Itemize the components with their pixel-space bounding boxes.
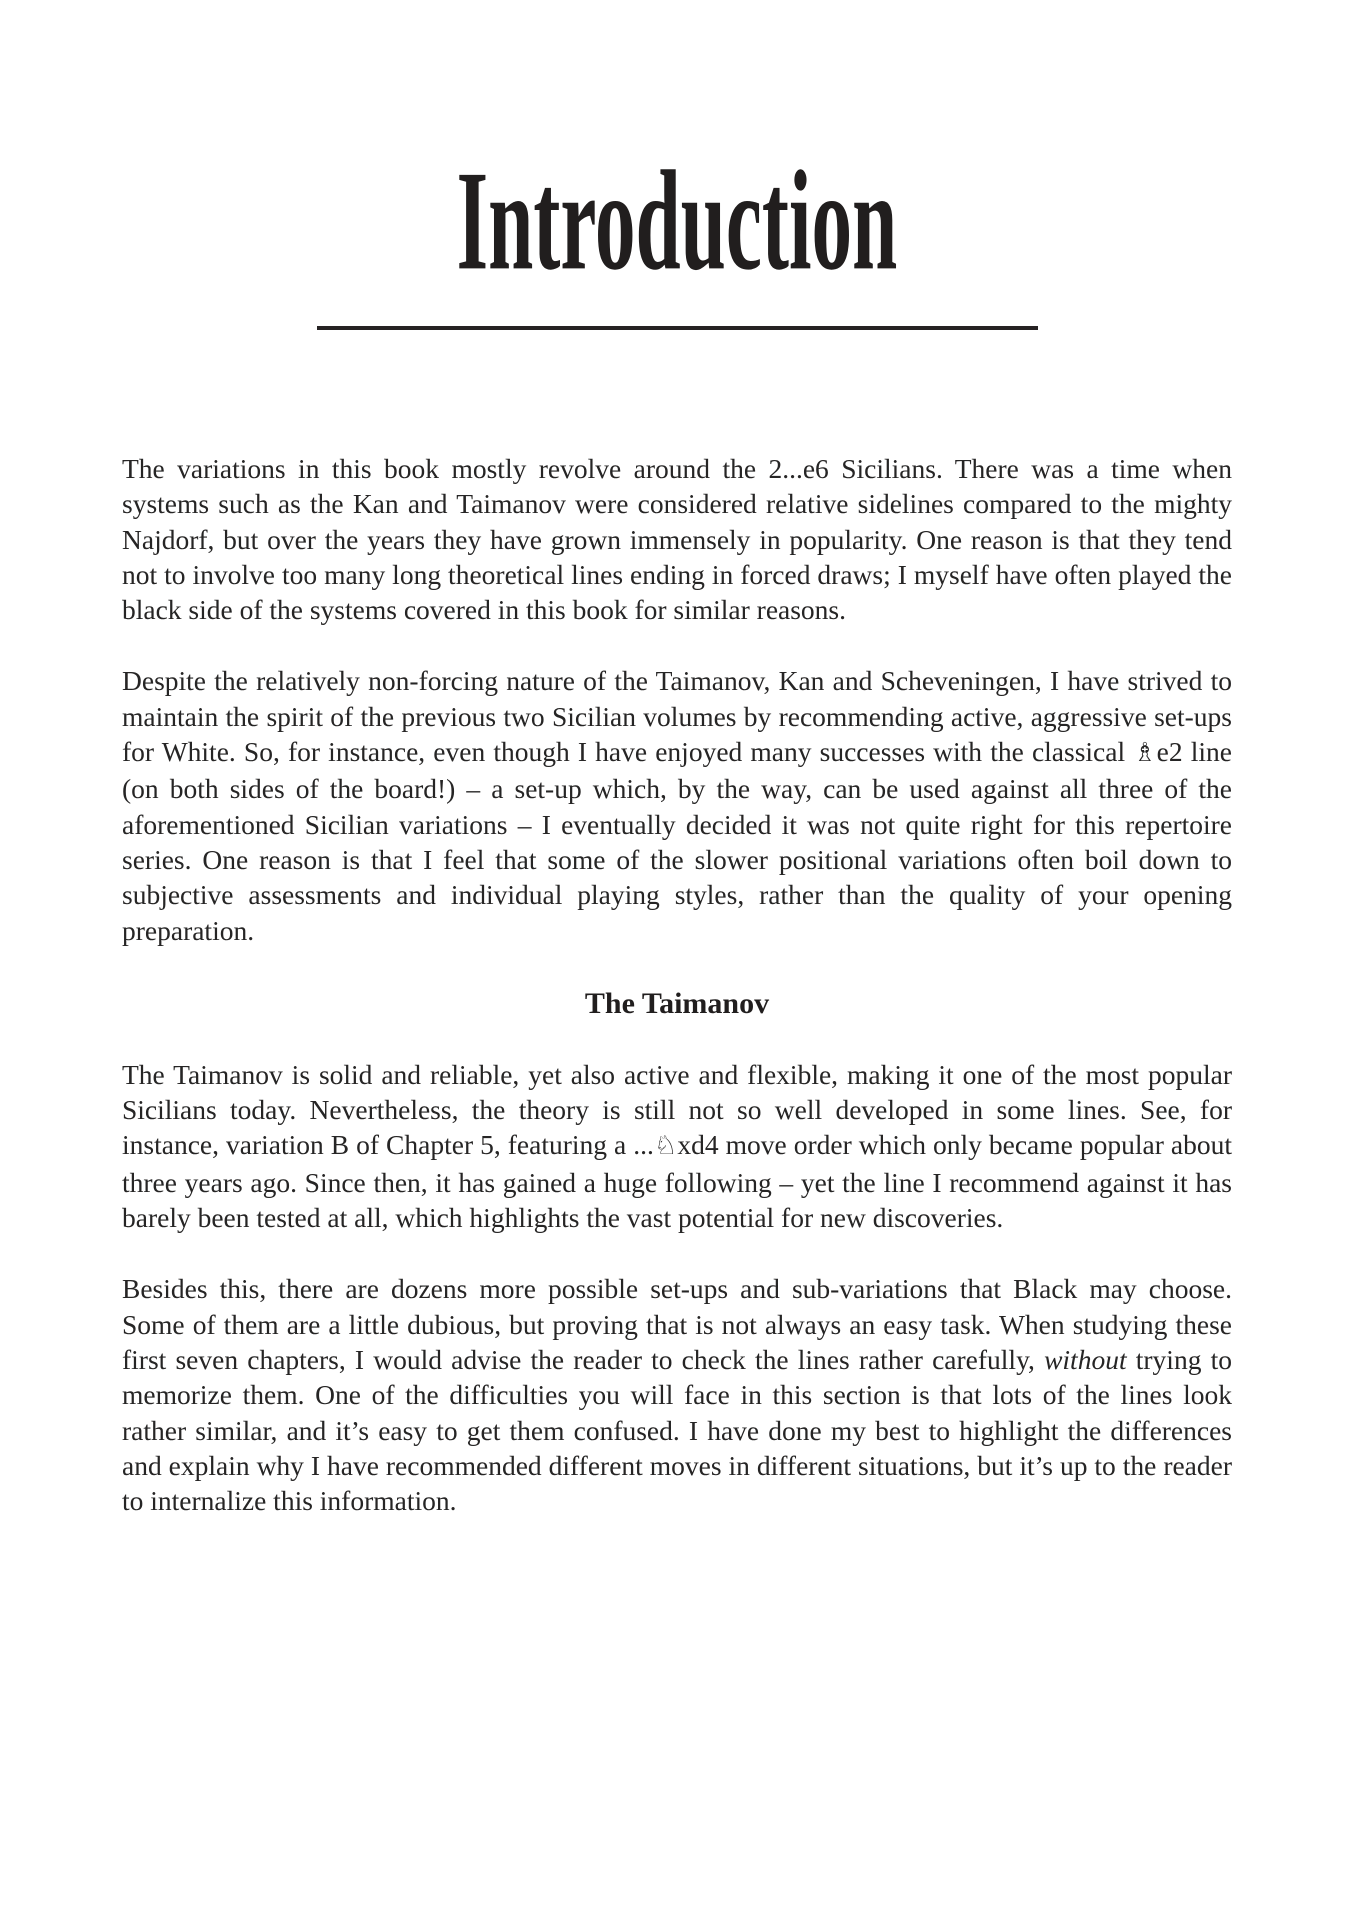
text-run: Besides this, there are dozens more possible set-ups and sub-variations that Black may choose. Some of them are a little dubious, but proving that is not always an easy task. When studying these first seven chapters, I would advise the reader to check the lines rather carefully,	[122, 1273, 1232, 1375]
title-divider-rule	[317, 326, 1038, 330]
text-run: Despite the relatively non-forcing nature of the Taimanov, Kan and Scheveningen, I have strived to maintain the spirit of the previous two Sicilian volumes by recommending active, aggressive set-ups for White. So, for instance, even though I have enjoyed many successes with the classical	[122, 665, 1232, 768]
paragraph	[122, 663, 1232, 947]
body-text	[122, 451, 1232, 1554]
white-knight-icon: ♘	[653, 1131, 678, 1162]
text-run: trying to memorize them. One of the difficulties you will face in this section is that lots of the lines look rather similar, and it’s easy to get them confused. I have done my best to highlight the differences and explain why I have recommended different moves in different situations, but it’s up to the reader to internalize this information.	[122, 1343, 1232, 1517]
paragraph	[122, 451, 1232, 627]
paragraph	[122, 1057, 1232, 1235]
text-run: The variations in this book mostly revolve around the 2...e6 Sicilians. There was a time when systems such as the Kan and Taimanov were considered relative sidelines compared to the mighty Najdorf, but over the years they have grown immensely in popularity. One reason is that they tend not to involve too many long theoretical lines ending in forced draws; I myself have often played the black side of the systems covered in this book for similar reasons.	[122, 453, 1232, 626]
text-run: e2 line (on both sides of the board!) – a set-up which, by the way, can be used against all three of the aforementioned Sicilian variations – I eventually decided it was not quite right for this repertoire series. One reason is that I feel that some of the slower positional variations often boil down to subjective assessments and individual playing styles, rather than the quality of your opening preparation.	[122, 736, 1232, 946]
title-block	[0, 141, 1354, 300]
text-run: without	[1044, 1343, 1127, 1375]
page-title: Introduction	[456, 141, 898, 300]
text-run: xd4 move order which only became popular about three years ago. Since then, it has gained a huge following – yet the line I recommend against it has barely been tested at all, which highlights the vast potential for new discoveries.	[122, 1129, 1233, 1234]
text-run: The Taimanov is solid and reliable, yet also active and flexible, making it one of the most popular Sicilians today. Nevertheless, the theory is still not so well developed in some lines. See, for instance, variation B of Chapter 5, featuring a ...	[122, 1058, 1232, 1161]
paragraph	[122, 1271, 1232, 1518]
white-bishop-icon: ♗	[1133, 738, 1157, 769]
section-heading: The Taimanov	[584, 986, 770, 1020]
